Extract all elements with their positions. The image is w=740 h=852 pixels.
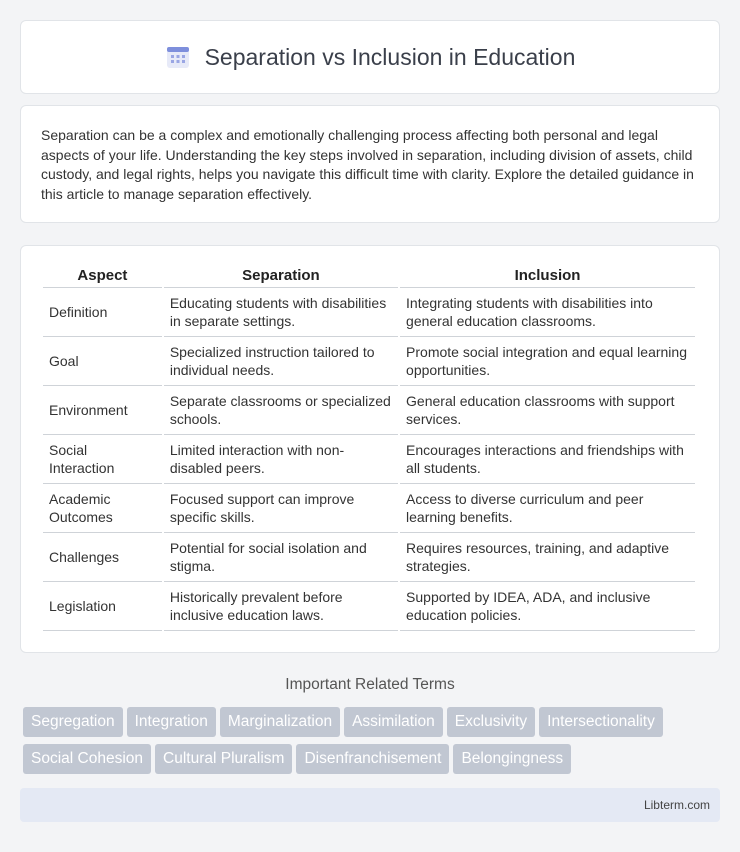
related-term-tag[interactable]: Segregation: [23, 707, 123, 737]
related-term-tag[interactable]: Belongingness: [453, 744, 571, 774]
table-cell: Limited interaction with non-disabled peers.: [164, 435, 398, 484]
related-terms-list: [23, 707, 723, 781]
column-header-aspect: Aspect: [43, 266, 162, 288]
related-term-tag[interactable]: Intersectionality: [539, 707, 663, 737]
related-term-tag[interactable]: Assimilation: [344, 707, 443, 737]
related-term-tag[interactable]: Marginalization: [220, 707, 340, 737]
table-row: [43, 337, 695, 386]
table-row: [43, 386, 695, 435]
column-header-inclusion: Inclusion: [400, 266, 695, 288]
table-row: [43, 288, 695, 337]
table-header-row: [43, 266, 695, 288]
table-row: [43, 582, 695, 631]
related-term-tag[interactable]: Cultural Pluralism: [155, 744, 292, 774]
table-cell: Environment: [43, 386, 162, 435]
column-header-separation: Separation: [164, 266, 398, 288]
intro-card: [20, 105, 720, 223]
intro-text: Separation can be a complex and emotionally challenging process affecting both personal and legal aspects of your life. Understanding the key steps involved in separation, including division of assets, child custody, and legal rights, helps you navigate this difficult time with clarity. Explore the detailed guidance in this article to manage separation effectively.: [41, 127, 694, 202]
footer: [20, 788, 720, 822]
table-cell: Integrating students with disabilities into general education classrooms.: [400, 288, 695, 337]
related-terms-title: Important Related Terms: [285, 676, 455, 693]
table-cell: Requires resources, training, and adaptive strategies.: [400, 533, 695, 582]
table-row: [43, 484, 695, 533]
related-term-tag[interactable]: Exclusivity: [447, 707, 535, 737]
table-cell: Educating students with disabilities in separate settings.: [164, 288, 398, 337]
table-cell: Historically prevalent before inclusive education laws.: [164, 582, 398, 631]
table-cell: Focused support can improve specific skills.: [164, 484, 398, 533]
table-cell: Encourages interactions and friendships with all students.: [400, 435, 695, 484]
table-cell: Separate classrooms or specialized schools.: [164, 386, 398, 435]
page-title: Separation vs Inclusion in Education: [204, 43, 576, 70]
header-card: [20, 20, 720, 94]
table-cell: Challenges: [43, 533, 162, 582]
table-cell: Social Interaction: [43, 435, 162, 484]
table-cell: Definition: [43, 288, 162, 337]
table-cell: Access to diverse curriculum and peer learning benefits.: [400, 484, 695, 533]
table-cell: Specialized instruction tailored to individual needs.: [164, 337, 398, 386]
table-cell: Legislation: [43, 582, 162, 631]
table-row: [43, 435, 695, 484]
table-cell: Promote social integration and equal learning opportunities.: [400, 337, 695, 386]
related-term-tag[interactable]: Disenfranchisement: [296, 744, 449, 774]
footer-site-link[interactable]: Libterm.com: [643, 798, 710, 812]
table-cell: Academic Outcomes: [43, 484, 162, 533]
table-cell: Supported by IDEA, ADA, and inclusive education policies.: [400, 582, 695, 631]
related-term-tag[interactable]: Integration: [127, 707, 216, 737]
comparison-table: [41, 266, 697, 631]
table-cell: Potential for social isolation and stigma.: [164, 533, 398, 582]
table-cell: Goal: [43, 337, 162, 386]
comparison-table-card: [20, 245, 720, 653]
related-term-tag[interactable]: Social Cohesion: [23, 744, 151, 774]
table-icon: [165, 44, 191, 70]
table-cell: General education classrooms with support services.: [400, 386, 695, 435]
table-row: [43, 533, 695, 582]
